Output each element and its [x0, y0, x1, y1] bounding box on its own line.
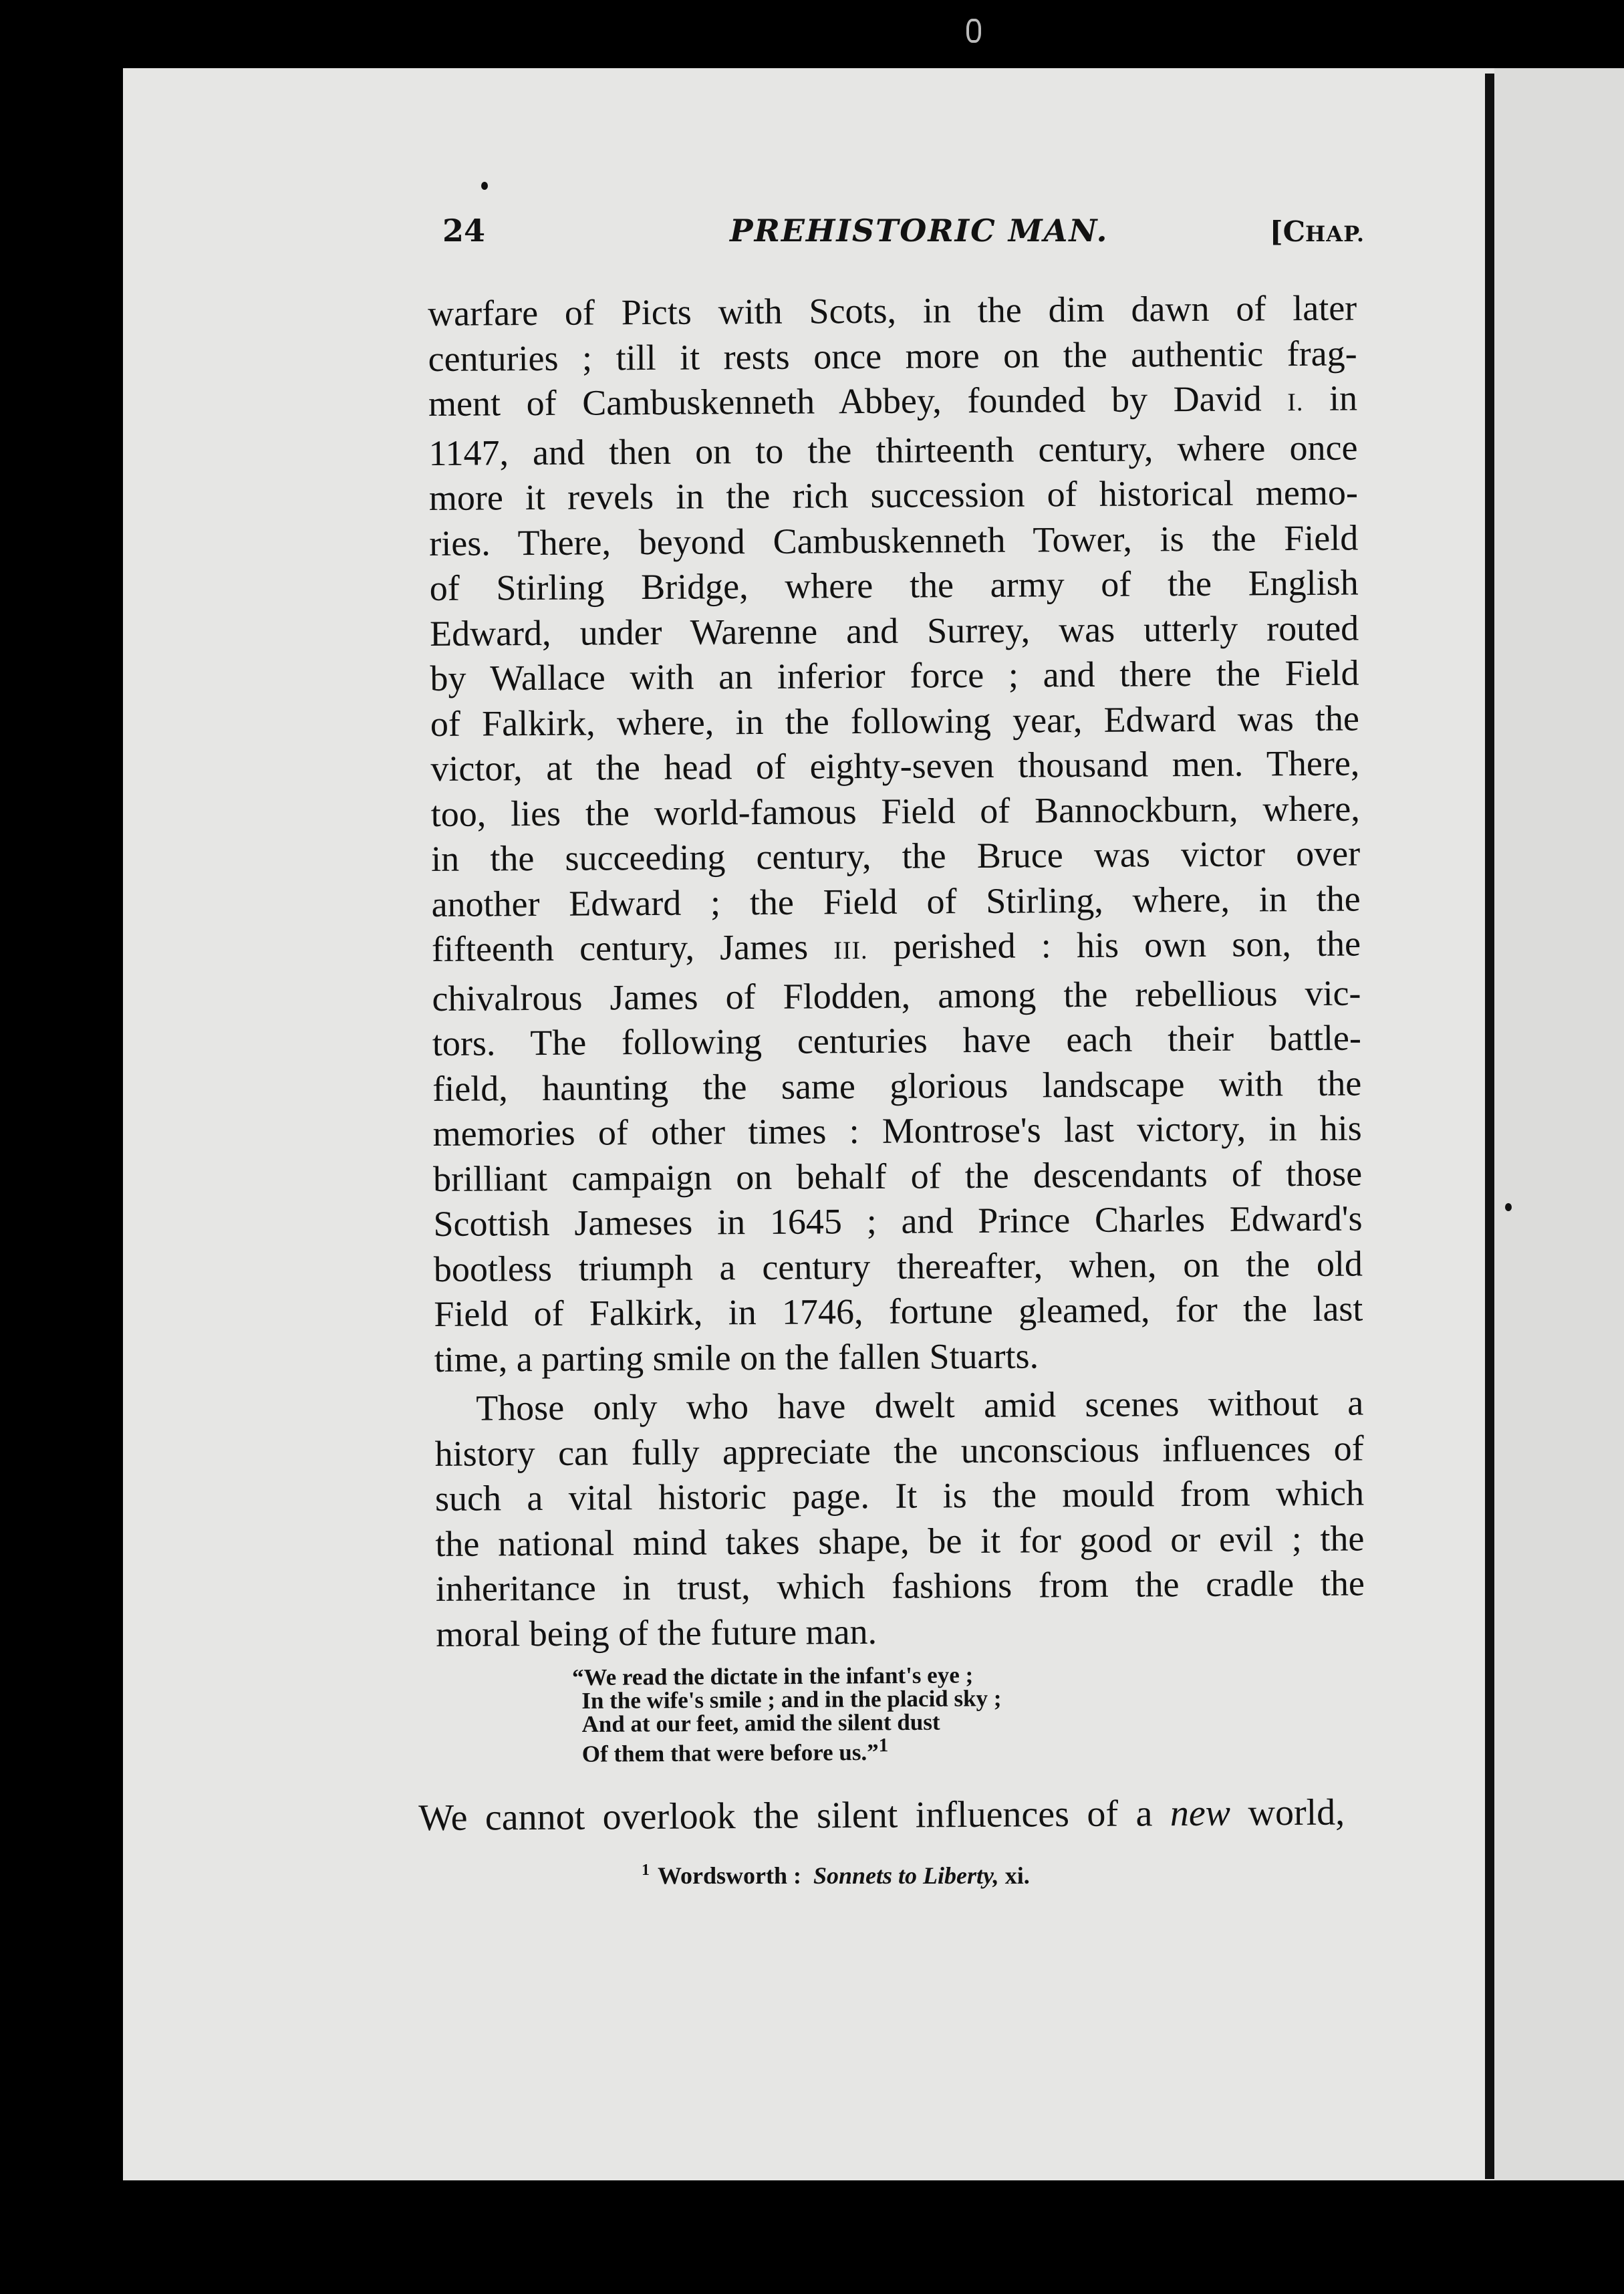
text-line: bootless triumph a century thereafter, when, on the old	[433, 1243, 1363, 1289]
verse-line: Of them that were before us.”$^1$	[581, 1735, 889, 1767]
verse-line: “We read the dictate in the infant's eye ;	[571, 1662, 974, 1691]
verse-line: And at our feet, amid the silent dust	[581, 1708, 940, 1737]
text-line: tors. The following centuries have each their battle-	[432, 1017, 1362, 1063]
regnal-numeral: III.	[833, 936, 868, 965]
verse-quotation	[571, 1662, 1197, 1767]
page-gutter-shadow	[1485, 74, 1494, 2179]
text-line: warfare of Picts with Scots, in the dim dawn of later	[428, 287, 1357, 334]
footnote-reference: 1	[878, 1735, 889, 1757]
text-line: by Wallace with an inferior force ; and there the Field	[430, 652, 1359, 698]
ink-speck	[481, 182, 488, 190]
running-head	[442, 213, 1365, 266]
text-line: inheritance in trust, which fashions from the cradle the	[435, 1563, 1365, 1609]
text-line: more it revels in the rich succession of historical memo-	[428, 472, 1359, 518]
continuation-line: We cannot overlook the silent influences of a new world,	[418, 1791, 1345, 1839]
text-line: fifteenth century, James III. perished : his own son, the	[431, 923, 1361, 969]
text-line: of Falkirk, where, in the following year, Edward was the	[430, 697, 1360, 744]
ink-speck	[1505, 1203, 1512, 1211]
main-text	[428, 286, 1365, 1657]
paragraph	[428, 286, 1363, 1382]
footnote-work-title: Sonnets to Liberty,	[813, 1862, 999, 1889]
page-number: 24	[442, 213, 486, 249]
text-line: brilliant campaign on behalf of the descendants of those	[432, 1152, 1363, 1199]
text-line: such a vital historic page. It is the mould from which	[434, 1473, 1365, 1519]
emphasized-word: new	[1170, 1792, 1231, 1835]
running-title: PREHISTORIC MAN.	[730, 213, 1109, 249]
text-line: Scottish Jameses in 1645 ; and Prince Charles Edward's	[433, 1198, 1363, 1244]
text-line: ries. There, beyond Cambuskenneth Tower, is the Field	[429, 517, 1359, 563]
text-line: in the succeeding century, the Bruce was victor over	[431, 833, 1361, 879]
footnote-number: xi.	[1004, 1862, 1030, 1889]
text-line: victor, at the head of eighty-seven thousand men. There,	[430, 743, 1360, 789]
text-line: the national mind takes shape, be it for good or evil ; the	[435, 1517, 1365, 1564]
text-line: history can fully appreciate the unconscious influences of	[434, 1427, 1364, 1474]
text-line: too, lies the world-famous Field of Bannockburn, where,	[430, 787, 1360, 834]
footnote	[642, 1856, 1030, 1890]
footnote-marker: 1	[642, 1862, 650, 1879]
regnal-numeral: I.	[1287, 388, 1304, 417]
text-line: chivalrous James of Flodden, among the rebellious vic-	[432, 972, 1361, 1019]
verse-line: In the wife's smile ; and in the placid sky ;	[581, 1685, 1002, 1714]
text-line: Those only who have dwelt amid scenes without a	[476, 1382, 1364, 1428]
text-line: memories of other times : Montrose's last victory, in his	[432, 1108, 1362, 1154]
chapter-marker: [CHAP.	[1269, 215, 1365, 248]
facing-page-edge	[1494, 68, 1624, 2180]
text-line: centuries ; till it rests once more on the authentic frag-	[428, 333, 1357, 379]
paragraph	[434, 1380, 1365, 1656]
text-line: 1147, and then on to the thirteenth century, where once	[428, 427, 1358, 473]
text-line: another Edward ; the Field of Stirling, where, in the	[431, 878, 1361, 924]
text-line: ment of Cambuskenneth Abbey, founded by David I. in	[428, 378, 1358, 424]
text-line: Field of Falkirk, in 1746, fortune gleamed, for the last	[434, 1288, 1363, 1334]
footnote-author: Wordsworth :	[658, 1862, 801, 1889]
scan-mark	[966, 19, 981, 43]
scan-border-bottom	[123, 2180, 1624, 2294]
text-line: Edward, under Warenne and Surrey, was utterly routed	[429, 608, 1359, 654]
text-line: field, haunting the same glorious landscape with the	[432, 1062, 1362, 1109]
text-line: of Stirling Bridge, where the army of the English	[429, 562, 1359, 608]
text-line: moral being of the future man.	[436, 1611, 877, 1654]
text-line: time, a parting smile on the fallen Stuarts.	[434, 1335, 1039, 1380]
